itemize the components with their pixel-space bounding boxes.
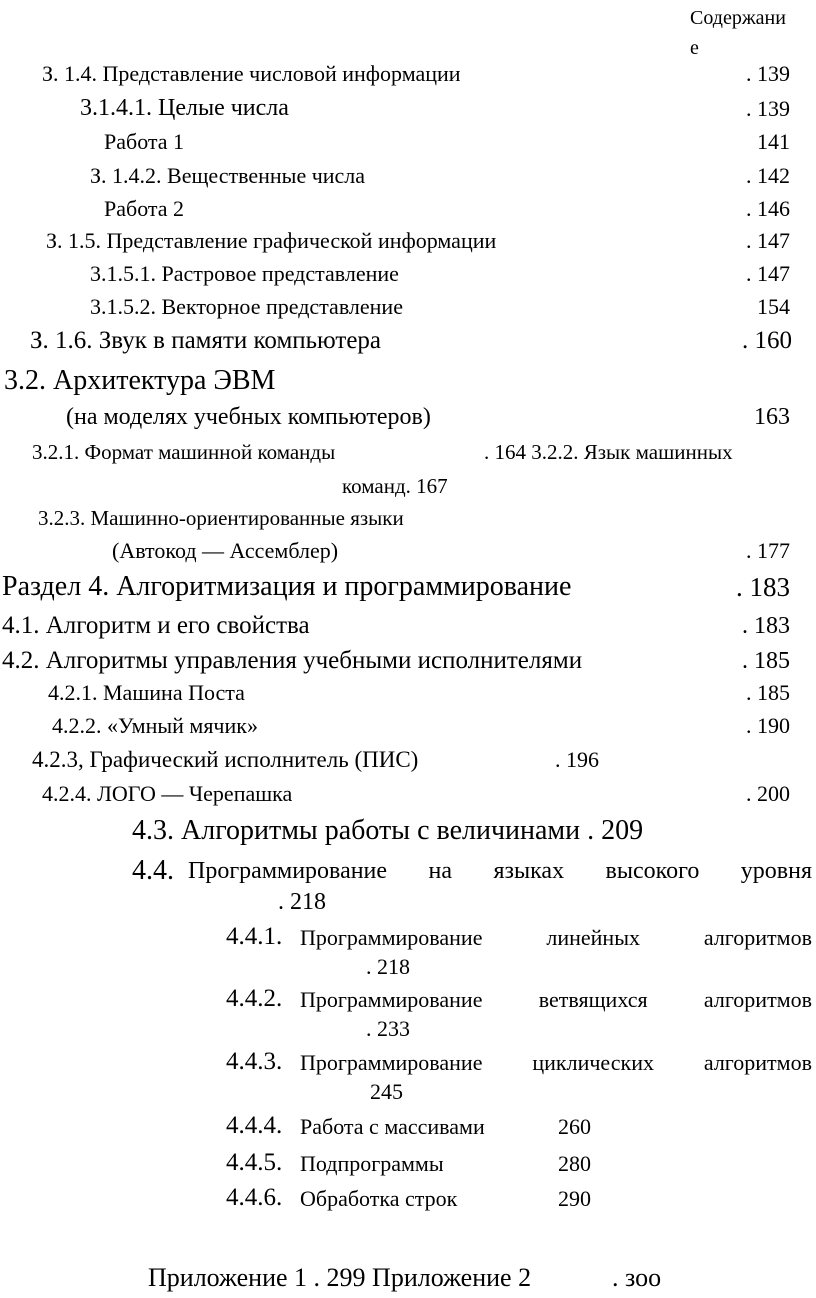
toc-word: Программирование bbox=[300, 1050, 483, 1075]
toc-word: Программирование bbox=[188, 858, 388, 884]
toc-entry-label: 3.1.4.1. Целые числа bbox=[80, 95, 289, 121]
toc-section-heading: 3.2. Архитектура ЭВМ bbox=[4, 365, 276, 396]
toc-entry-label: З. 1.4. Представление числовой информации bbox=[42, 61, 461, 86]
toc-entry-page: . 196 bbox=[555, 747, 599, 772]
toc-entry-page: 163 bbox=[754, 404, 790, 430]
toc-entry-page: 260 bbox=[558, 1114, 591, 1139]
toc-entry-label: З. 1.5. Представление графической информации bbox=[46, 228, 497, 253]
toc-entry-label: Работа 1 bbox=[104, 129, 185, 154]
toc-entry-label: 4.2.1. Машина Поста bbox=[48, 680, 245, 705]
toc-entry-number: 4.4.2. bbox=[226, 985, 283, 1012]
toc-entry-number: 4.4.4. bbox=[226, 1112, 283, 1139]
toc-title-continuation: е bbox=[690, 37, 699, 59]
toc-entry-label: Работа 2 bbox=[104, 196, 185, 221]
toc-entry-label: 3.1.5.2. Векторное представление bbox=[90, 294, 403, 319]
toc-word: алгоритмов bbox=[703, 925, 812, 950]
toc-word: алгоритмов bbox=[703, 1050, 812, 1075]
toc-entry-label: З. 1.4.2. Вещественные числа bbox=[90, 163, 366, 188]
toc-word: алгоритмов bbox=[703, 987, 812, 1012]
toc-entry-label: 4.1. Алгоритм и его свойства bbox=[2, 612, 310, 639]
toc-entry-page: . 185 bbox=[742, 648, 790, 674]
toc-entry-label: 4.2.4. ЛОГО — Черепашка bbox=[42, 781, 293, 806]
toc-entry-page: . 164 3.2.2. Язык машинных bbox=[484, 440, 733, 464]
toc-word: уровня bbox=[740, 858, 812, 884]
toc-entry-page: . 183 bbox=[742, 613, 790, 639]
toc-entry-label: (Автокод — Ассемблер) bbox=[112, 538, 339, 563]
toc-word: ветвящихся bbox=[538, 987, 648, 1012]
toc-section-heading: 4.3. Алгоритмы работы с величинами . 209 bbox=[132, 815, 644, 846]
toc-entry-page: 290 bbox=[558, 1186, 591, 1211]
toc-entry-label: 3.1.5.1. Растровое представление bbox=[90, 261, 399, 286]
toc-title: Содержани bbox=[690, 7, 786, 29]
toc-entry-page: . 139 bbox=[746, 96, 790, 121]
toc-entry-page: . 183 bbox=[736, 572, 790, 602]
toc-entry-label: 4.2. Алгоритмы управления учебными исполнителями bbox=[2, 647, 583, 674]
toc-word: языках bbox=[493, 858, 565, 884]
toc-word: линейных bbox=[546, 925, 640, 950]
toc-entry-page: 141 bbox=[757, 129, 790, 154]
toc-entry-label bbox=[188, 859, 812, 883]
toc-entry-label: Работа с массивами bbox=[300, 1114, 485, 1139]
toc-word: циклических bbox=[532, 1050, 654, 1075]
toc-entry-label: 3.2.1. Формат машинной команды bbox=[32, 440, 336, 464]
toc-entry-page: . 142 bbox=[746, 163, 790, 188]
appendix-line: Приложение 1 . 299 Приложение 2 bbox=[148, 1263, 532, 1292]
toc-entry-page: . 218 bbox=[278, 889, 326, 915]
toc-entry-page: . 177 bbox=[746, 538, 790, 563]
toc-word: высокого bbox=[605, 858, 700, 884]
toc-entry-page: . 160 bbox=[742, 327, 792, 354]
toc-entry-label bbox=[300, 927, 812, 949]
toc-entry-page: . 233 bbox=[366, 1016, 410, 1041]
toc-entry-label: 4.2.2. «Умный мячик» bbox=[52, 713, 258, 738]
toc-entry-page: . 185 bbox=[746, 680, 790, 705]
toc-entry-number: 4.4.1. bbox=[226, 923, 283, 950]
toc-entry-label: Подпрограммы bbox=[300, 1151, 444, 1176]
toc-entry-page: . 190 bbox=[746, 713, 790, 738]
toc-entry-page: . 147 bbox=[746, 228, 790, 253]
appendix-page: . зоо bbox=[612, 1263, 662, 1292]
toc-entry-page: . 146 bbox=[746, 196, 790, 221]
toc-section-heading: Раздел 4. Алгоритмизация и программирование bbox=[2, 571, 572, 602]
toc-word: на bbox=[428, 858, 453, 884]
toc-entry-number: 4.4.5. bbox=[226, 1149, 283, 1176]
toc-entry-label: (на моделях учебных компьютеров) bbox=[66, 404, 431, 430]
toc-entry-page: 245 bbox=[370, 1079, 403, 1104]
toc-entry-page: . 200 bbox=[746, 781, 790, 806]
toc-entry-page: . 147 bbox=[746, 261, 790, 286]
toc-entry-page: 280 bbox=[558, 1151, 591, 1176]
toc-entry-label: 3.2.3. Машинно-ориентированные языки bbox=[38, 506, 404, 530]
toc-entry-number: 4.4.3. bbox=[226, 1048, 283, 1075]
toc-entry-page: . 139 bbox=[746, 61, 790, 86]
toc-entry-label: 4.2.3, Графический исполнитель (ПИС) bbox=[32, 747, 419, 772]
toc-word: Программирование bbox=[300, 987, 483, 1012]
toc-entry-page: . 218 bbox=[366, 954, 410, 979]
toc-entry-label bbox=[300, 1052, 812, 1074]
toc-entry-number: 4.4. bbox=[132, 855, 174, 886]
toc-entry-label bbox=[300, 989, 812, 1011]
toc-entry-label: команд. 167 bbox=[342, 474, 448, 498]
toc-entry-label: Обработка строк bbox=[300, 1186, 458, 1211]
toc-entry-number: 4.4.6. bbox=[226, 1184, 283, 1211]
toc-entry-label: З. 1.6. Звук в памяти компьютера bbox=[30, 327, 382, 354]
toc-word: Программирование bbox=[300, 925, 483, 950]
toc-entry-page: 154 bbox=[757, 294, 790, 319]
